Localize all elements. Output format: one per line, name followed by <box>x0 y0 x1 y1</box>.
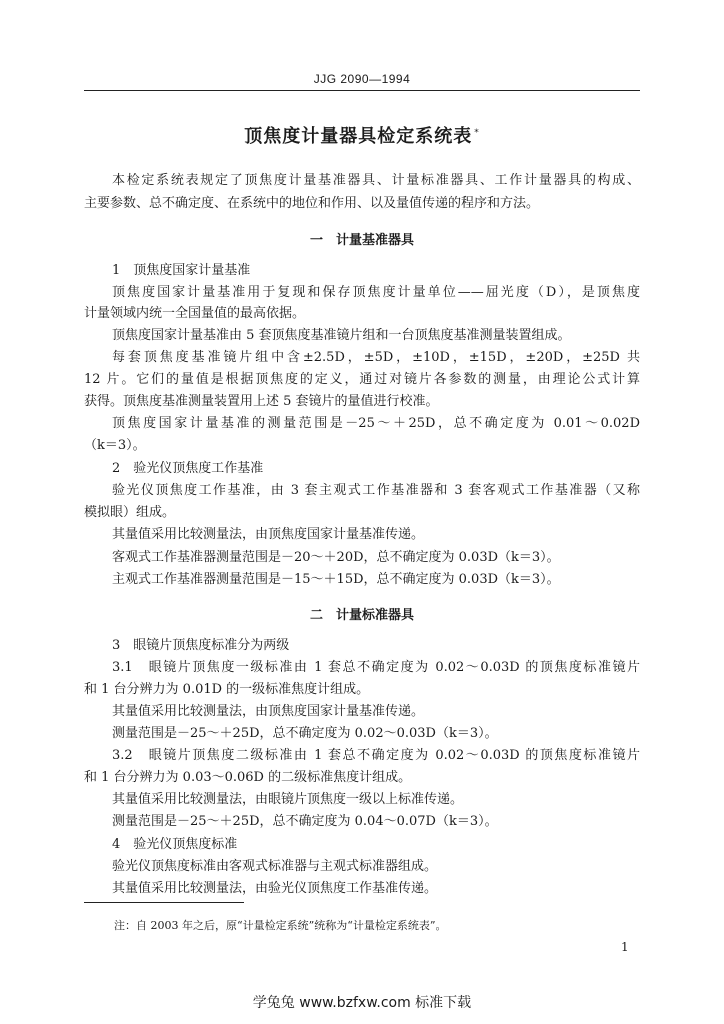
body-line: 顶焦度国家计量基准的测量范围是－25～＋25D，总不确定度为 0.01～0.02D <box>112 416 640 431</box>
body-line: 计量领域内统一全国量值的最高依据。 <box>84 306 306 321</box>
section-heading-1: 一 计量基准器具 <box>309 233 414 248</box>
intro-line: 本检定系统表规定了顶焦度计量基准器具、计量标准器具、工作计量器具的构成、 <box>112 173 640 188</box>
body-line: 顶焦度国家计量基准由 5 套顶焦度基准镜片组和一台顶焦度基准测量装置组成。 <box>112 328 571 343</box>
section-heading-2: 二 计量标准器具 <box>309 608 414 623</box>
clause-heading: 3 眼镜片顶焦度标准分为两级 <box>112 638 290 653</box>
body-line: 3.1 眼镜片顶焦度一级标准由 1 套总不确定度为 0.02～0.03D 的顶焦度标准镜片 <box>112 660 640 675</box>
body-line: 3.2 眼镜片顶焦度二级标准由 1 套总不确定度为 0.02～0.03D 的顶焦度标准镜片 <box>112 748 640 763</box>
body-line: 模拟眼）组成。 <box>84 505 176 520</box>
title-footnote-mark: * <box>474 128 480 138</box>
body-line: 其量值采用比较测量法，由验光仪顶焦度工作基准传递。 <box>112 881 438 896</box>
body-line: 获得。顶焦度基准测量装置用上述 5 套镜片的量值进行校准。 <box>84 394 439 409</box>
footnote-rule <box>84 902 244 903</box>
body-line: 测量范围是－25～＋25D，总不确定度为 0.02～0.03D（k＝3）。 <box>112 726 498 741</box>
body-line: 12 片。它们的量值是根据顶焦度的定义，通过对镜片各参数的测量，由理论公式计算 <box>84 372 640 387</box>
body-line: 其量值采用比较测量法，由顶焦度国家计量基准传递。 <box>112 704 425 719</box>
body-line: 其量值采用比较测量法，由眼镜片顶焦度一级以上标准传递。 <box>112 792 464 807</box>
clause-heading: 1 顶焦度国家计量基准 <box>112 263 251 278</box>
header-rule <box>84 90 640 91</box>
body-line: （k＝3）。 <box>84 438 146 453</box>
body-line: 其量值采用比较测量法，由顶焦度国家计量基准传递。 <box>112 527 425 542</box>
body-line: 和 1 台分辨力为 0.01D 的一级标准焦度计组成。 <box>84 682 370 697</box>
document-code-header: JJG 2090—1994 <box>313 72 411 86</box>
body-line: 测量范围是－25～＋25D，总不确定度为 0.04～0.07D（k＝3）。 <box>112 814 498 829</box>
page-title <box>0 122 724 148</box>
intro-line: 主要参数、总不确定度、在系统中的地位和作用、以及量值传递的程序和方法。 <box>84 196 540 211</box>
title-text: 顶焦度计量器具检定系统表 <box>244 126 473 147</box>
body-line: 验光仪顶焦度工作基准，由 3 套主观式工作基准器和 3 套客观式工作基准器（又称 <box>112 483 640 498</box>
clause-heading: 4 验光仪顶焦度标准 <box>112 837 238 852</box>
body-line: 验光仪顶焦度标准由客观式标准器与主观式标准器组成。 <box>112 859 438 874</box>
page-number: 1 <box>621 940 629 954</box>
footnote: 注：自 2003 年之后，原“计量检定系统”统称为“计量检定系统表”。 <box>114 919 447 932</box>
body-line: 客观式工作基准器测量范围是－20～＋20D，总不确定度为 0.03D（k＝3）。 <box>112 550 560 565</box>
body-line: 顶焦度国家计量基准用于复现和保存顶焦度计量单位——屈光度（D），是顶焦度 <box>112 285 640 300</box>
body-line: 每套顶焦度基准镜片组中含±2.5D，±5D，±10D，±15D，±20D，±25D 共 <box>112 350 640 365</box>
body-line: 主观式工作基准器测量范围是－15～＋15D，总不确定度为 0.03D（k＝3）。 <box>112 572 560 587</box>
clause-heading: 2 验光仪顶焦度工作基准 <box>112 461 264 476</box>
watermark-footer: 学兔兔 www.bzfxw.com 标准下载 <box>252 995 472 1011</box>
body-line: 和 1 台分辨力为 0.03～0.06D 的二级标准焦度计组成。 <box>84 770 412 785</box>
